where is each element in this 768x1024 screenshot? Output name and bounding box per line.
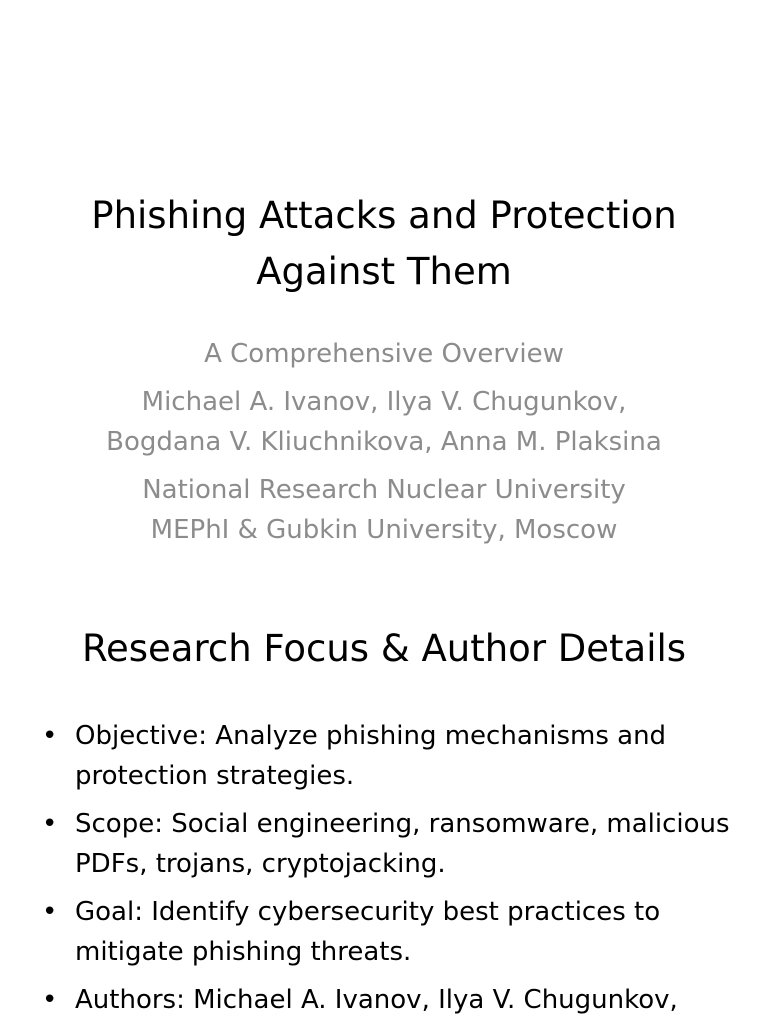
bullet-text: Objective: Analyze phishing mechanisms and protection strategies.	[75, 721, 667, 791]
bullet-marker: •	[42, 897, 58, 927]
bullet-marker: •	[42, 985, 58, 1015]
subtitle-affiliation: National Research Nuclear University MEPhI & Gubkin University, Moscow	[142, 475, 626, 545]
bullet-text: Authors: Michael A. Ivanov, Ilya V. Chugunkov,	[75, 985, 678, 1015]
bullet-item	[42, 980, 732, 1020]
bullet-list	[42, 716, 732, 1024]
subtitle-block	[100, 334, 668, 558]
bullet-item	[42, 804, 732, 884]
subtitle-tagline: A Comprehensive Overview	[204, 339, 564, 369]
content-slide	[0, 576, 768, 1024]
bullet-item	[42, 892, 732, 972]
bullet-item	[42, 716, 732, 796]
slide-title: Phishing Attacks and Protection Against Them	[91, 194, 677, 293]
content-slide-title: Research Focus & Author Details	[81, 627, 687, 670]
bullet-marker: •	[42, 721, 58, 751]
bullet-marker: •	[42, 809, 58, 839]
bullet-text: Goal: Identify cybersecurity best practices to mitigate phishing threats.	[75, 897, 661, 967]
subtitle-authors: Michael A. Ivanov, Ilya V. Chugunkov, Bogdana V. Kliuchnikova, Anna M. Plaksina	[106, 387, 662, 457]
bullet-text: Scope: Social engineering, ransomware, malicious PDFs, trojans, cryptojacking.	[75, 809, 730, 879]
